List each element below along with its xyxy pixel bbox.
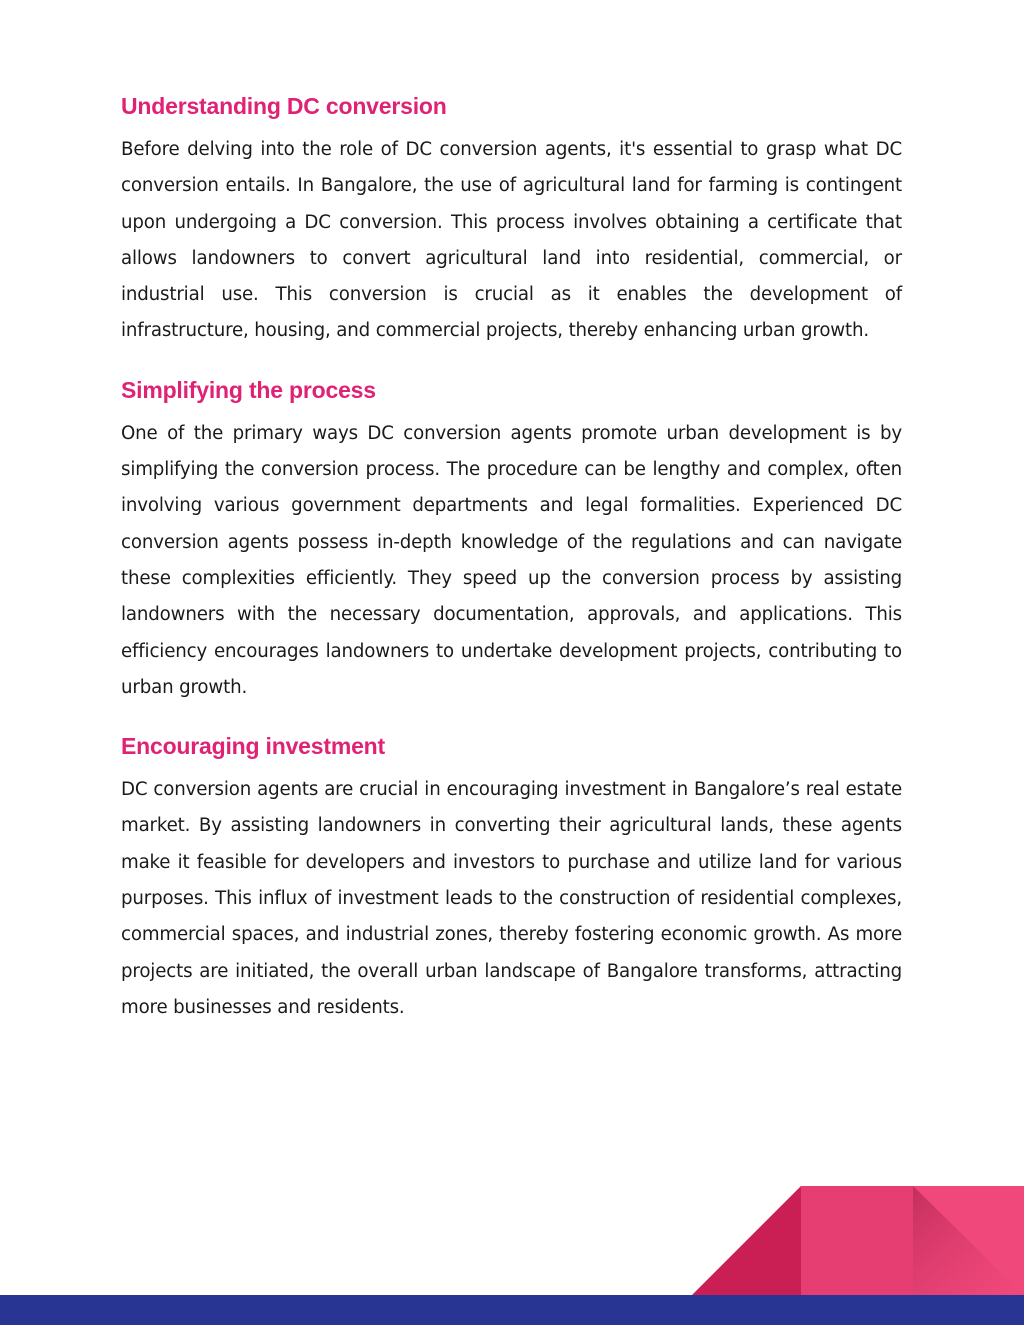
- section-heading: Encouraging investment: [121, 733, 385, 760]
- footer-bar: [0, 1295, 1024, 1325]
- section-heading: Simplifying the process: [121, 376, 376, 403]
- section-paragraph: Before delving into the role of DC conversion agents, it's essential to grasp what DC conversion entails. In Bangalore, the use of agricultural land for farming is contingent upon undergoing a DC conversion. This process involves obtaining a certificate that allows landowners to convert agricultural land into residential, commercial, or industrial use. This conversion is crucial as it enables the development of infrastructure, housing, and commercial projects, thereby enhancing urban growth.: [121, 139, 902, 342]
- section-heading: Understanding DC conversion: [121, 93, 447, 119]
- accent-triangle-dark: [692, 1186, 801, 1295]
- section-paragraph: DC conversion agents are crucial in encouraging investment in Bangalore’s real estate market. By assisting landowners in converting their agricultural lands, these agents make it feasible for developers and investors to purchase and utilize land for various purposes. This influx of investment leads to the construction of residential complexes, commercial spaces, and industrial zones, thereby fostering economic growth. As more projects are initiated, the overall urban landscape of Bangalore transforms, attracting more businesses and residents.: [121, 779, 902, 1018]
- section-paragraph: One of the primary ways DC conversion agents promote urban development is by simplifying the conversion process. The procedure can be lengthy and complex, often involving various government departments and legal formalities. Experienced DC conversion agents possess in-depth knowledge of the regulations and can navigate these complexities efficiently. They speed up the conversion process by assisting landowners with the necessary documentation, approvals, and applications. This efficiency encourages landowners to undertake development projects, contributing to urban growth.: [121, 422, 902, 698]
- accent-block-mid: [801, 1186, 913, 1295]
